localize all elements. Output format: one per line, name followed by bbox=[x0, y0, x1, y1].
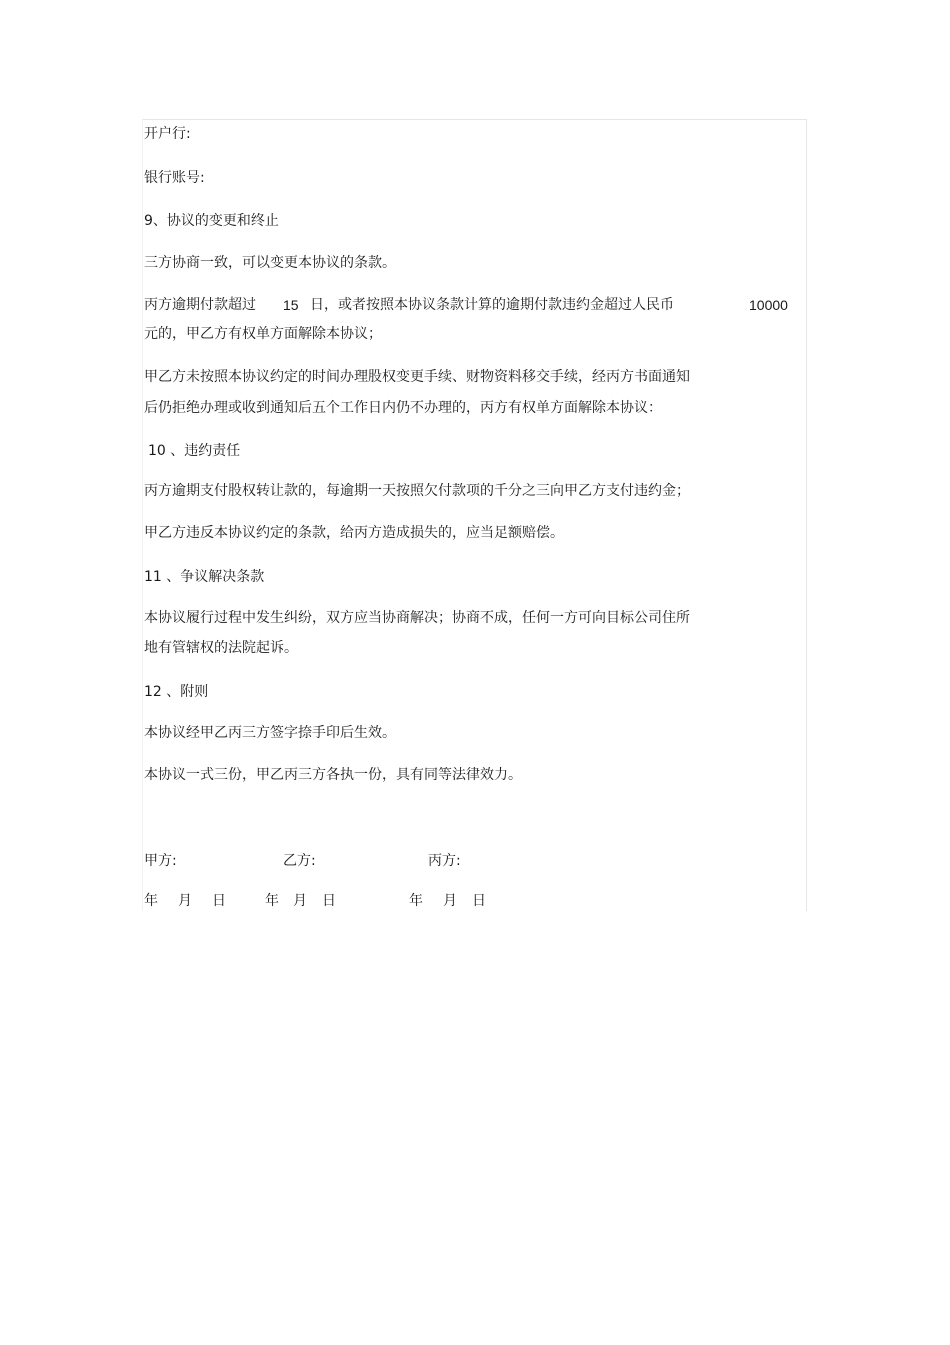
party-c-date-year: 年 bbox=[409, 893, 423, 909]
section-9-heading: 9、协议的变更和终止 bbox=[144, 213, 279, 229]
party-c-signature-label: 丙方: bbox=[428, 853, 461, 869]
section-9-paragraph-2-part-1: 丙方逾期付款超过 bbox=[144, 297, 256, 313]
section-9-overdue-days: 15 bbox=[283, 297, 299, 313]
section-9-paragraph-2-line-2: 元的，甲乙方有权单方面解除本协议； bbox=[144, 326, 382, 342]
party-a-date-day: 日 bbox=[212, 893, 226, 909]
bank-account-label: 银行账号: bbox=[144, 170, 205, 186]
party-c-date-month: 月 bbox=[443, 893, 457, 909]
bank-name-label: 开户行: bbox=[144, 126, 191, 142]
section-9-paragraph-3-line-2: 后仍拒绝办理或收到通知后五个工作日内仍不办理的，丙方有权单方面解除本协议： bbox=[144, 400, 662, 416]
party-a-date-year: 年 bbox=[144, 893, 158, 909]
section-9-penalty-amount: 10000 bbox=[749, 297, 788, 313]
section-11-paragraph-1-line-1: 本协议履行过程中发生纠纷，双方应当协商解决；协商不成，任何一方可向目标公司住所 bbox=[144, 610, 690, 626]
section-12-heading: 12 、附则 bbox=[144, 684, 209, 700]
party-a-signature-label: 甲方: bbox=[144, 853, 177, 869]
party-b-signature-label: 乙方: bbox=[283, 853, 316, 869]
party-b-date-year: 年 bbox=[265, 893, 279, 909]
section-9-paragraph-1: 三方协商一致，可以变更本协议的条款。 bbox=[144, 255, 396, 271]
section-10-paragraph-1: 丙方逾期支付股权转让款的，每逾期一天按照欠付款项的千分之三向甲乙方支付违约金； bbox=[144, 483, 690, 499]
party-b-date-month: 月 bbox=[293, 893, 307, 909]
section-11-paragraph-1-line-2: 地有管辖权的法院起诉。 bbox=[144, 640, 298, 656]
section-9-paragraph-3-line-1: 甲乙方未按照本协议约定的时间办理股权变更手续、财物资料移交手续，经丙方书面通知 bbox=[144, 369, 690, 385]
section-12-paragraph-2: 本协议一式三份，甲乙丙三方各执一份，具有同等法律效力。 bbox=[144, 767, 522, 783]
section-11-heading: 11 、争议解决条款 bbox=[144, 569, 265, 585]
party-a-date-month: 月 bbox=[178, 893, 192, 909]
party-c-date-day: 日 bbox=[472, 893, 486, 909]
section-9-paragraph-2-part-2: 日，或者按照本协议条款计算的逾期付款违约金超过人民币 bbox=[310, 297, 674, 313]
section-10-heading: 10 、违约责任 bbox=[148, 443, 241, 459]
party-b-date-day: 日 bbox=[322, 893, 336, 909]
section-12-paragraph-1: 本协议经甲乙丙三方签字捺手印后生效。 bbox=[144, 725, 396, 741]
document-page-frame bbox=[142, 119, 807, 911]
section-10-paragraph-2: 甲乙方违反本协议约定的条款，给丙方造成损失的，应当足额赔偿。 bbox=[144, 525, 564, 541]
